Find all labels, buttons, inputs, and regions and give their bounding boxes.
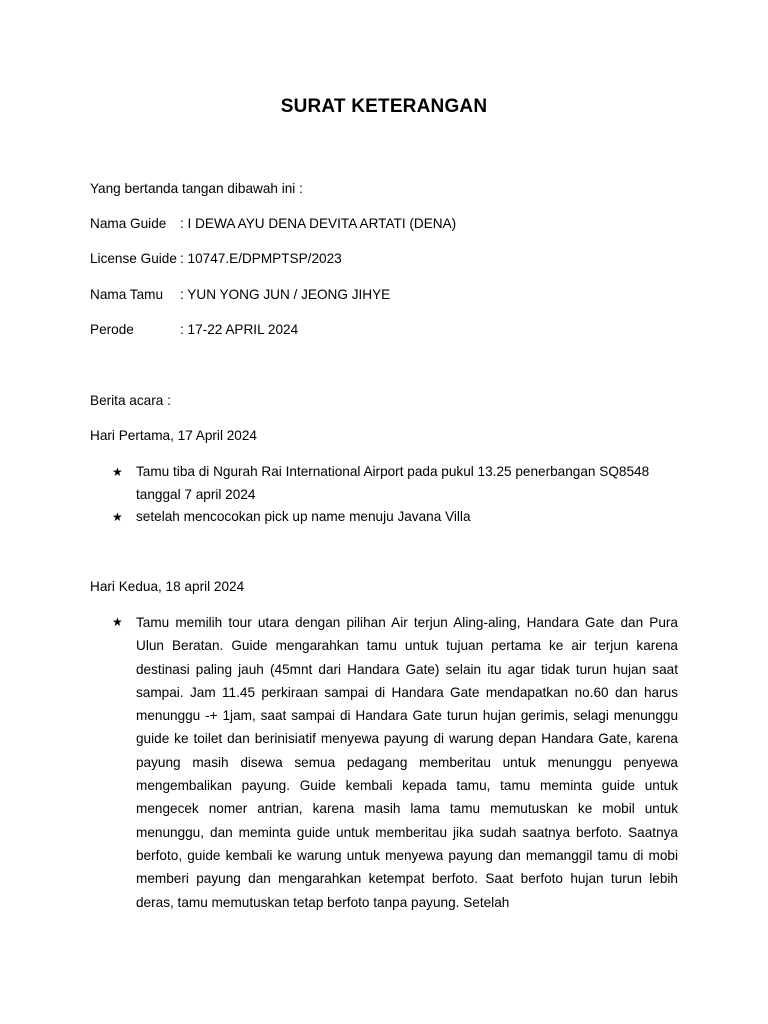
field-perode bbox=[90, 321, 298, 339]
field-value: : YUN YONG JUN / JEONG JIHYE bbox=[180, 287, 391, 302]
intro-text: Yang bertanda tangan dibawah ini : bbox=[90, 181, 303, 196]
list-item-text: Tamu tiba di Ngurah Rai International Airport pada pukul 13.25 penerbangan SQ8548 tanggal 7 april 2024 bbox=[136, 464, 650, 502]
list-item-text: setelah mencocokan pick up name menuju Javana Villa bbox=[136, 509, 471, 524]
list-item bbox=[112, 611, 678, 914]
document-title: SURAT KETERANGAN bbox=[280, 96, 488, 117]
field-license-guide bbox=[90, 250, 342, 268]
field-value: : 17-22 APRIL 2024 bbox=[180, 322, 299, 337]
field-nama-tamu bbox=[90, 286, 390, 304]
list-item bbox=[112, 506, 678, 529]
field-label: Perode bbox=[90, 322, 134, 337]
berita-acara-label: Berita acara : bbox=[90, 393, 171, 408]
field-label: Nama Guide bbox=[90, 216, 167, 231]
list-item-text: Tamu memilih tour utara dengan pilihan Air terjun Aling-aling, Handara Gate dan Pura Ulun Beratan. Guide mengarahkan tamu untuk tujuan pertama ke air terjun karena destinasi paling jauh (45mnt dari Handara Gate) selain itu agar tidak turun hujan saat sampai. Jam 11.45 perkiraan sampai di Handara Gate mendapatkan no.60 dan harus menunggu -+ 1jam, saat sampai di Handara Gate turun hujan gerimis, selagi menunggu guide ke toilet dan berinisiatif menyewa payung di warung depan Handara Gate, karena payung masih disewa semua pedagang memberitau untuk menunggu penyewa mengembalikan payung. Guide kembali kepada tamu, tamu meminta guide untuk mengecek nomer antrian, karena masih lama tamu memutuskan ke mobil untuk menunggu, dan meminta guide untuk memberitau jika sudah saatnya berfoto. Saatnya berfoto, guide kembali ke warung untuk menyewa payung dan memanggil tamu di mobi memberi payung dan mengarahkan ketempat berfoto. Saat berfoto hujan turun lebih deras, tamu memutuskan tetap berfoto tanpa payung. Setelah bbox=[136, 615, 678, 910]
field-value: : I DEWA AYU DENA DEVITA ARTATI (DENA) bbox=[180, 216, 457, 231]
field-value: : 10747.E/DPMPTSP/2023 bbox=[180, 251, 342, 266]
star-bullet-icon: ★ bbox=[112, 510, 123, 524]
field-label: License Guide bbox=[90, 251, 177, 266]
day2-list bbox=[112, 611, 678, 914]
star-bullet-icon: ★ bbox=[112, 465, 123, 479]
field-nama-guide bbox=[90, 215, 456, 233]
field-label: Nama Tamu bbox=[90, 287, 164, 302]
star-bullet-icon: ★ bbox=[112, 615, 123, 629]
day2-heading: Hari Kedua, 18 april 2024 bbox=[90, 579, 245, 594]
day1-heading: Hari Pertama, 17 April 2024 bbox=[90, 428, 257, 443]
day1-list bbox=[112, 461, 678, 529]
list-item bbox=[112, 461, 678, 506]
